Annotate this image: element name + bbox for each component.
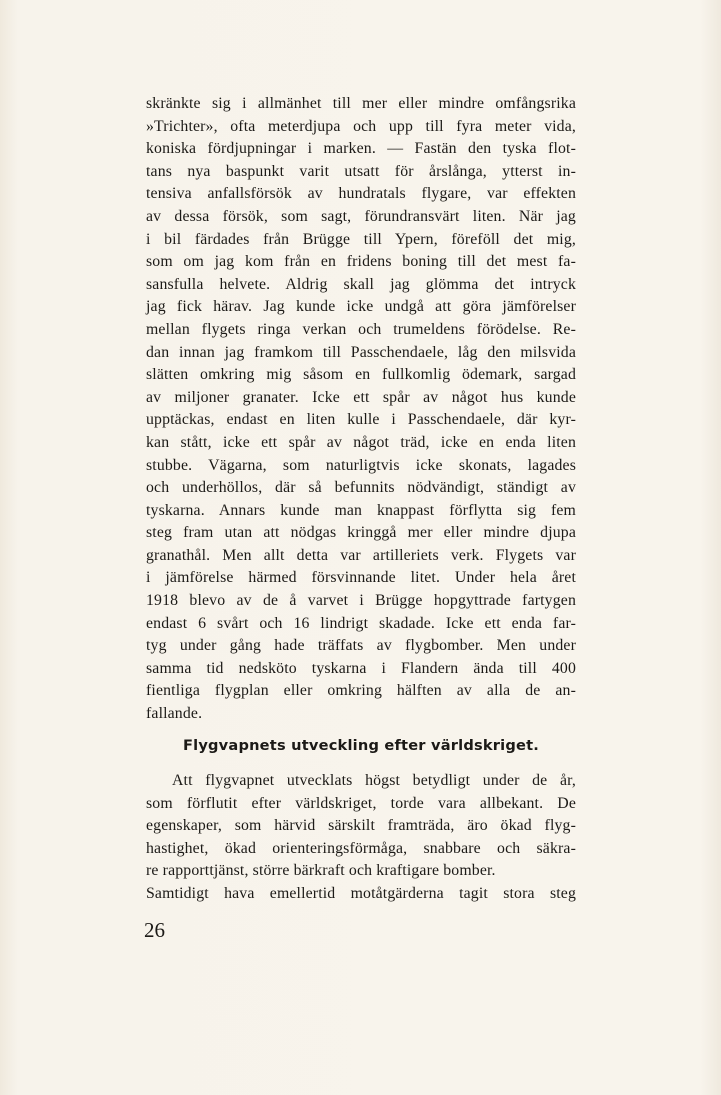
text-line: kan stått, icke ett spår av något träd, icke en enda liten [146,433,576,451]
text-line: endast 6 svårt och 16 lindrigt skadade. Icke ett enda far- [146,614,576,632]
text-line: i jämförelse härmed försvinnande litet. Under hela året [146,569,576,587]
text-line: tans nya baspunkt varit utsatt för årslånga, ytterst in- [146,162,576,180]
text-line: av dessa försök, som sagt, förundransvärt liten. När jag [146,207,576,225]
text-line: slätten omkring mig såsom en fullkomlig ödemark, sargad [146,366,576,384]
text-line: »Trichter», ofta meterdjupa och upp till fyra meter vida, [146,117,576,135]
text-line: skränkte sig i allmänhet till mer eller mindre omfångsrika [146,95,576,112]
text-line: jag fick härav. Jag kunde icke undgå att göra jämförelser [146,298,576,316]
section-heading: Flygvapnets utveckling efter världskriget. [182,737,540,754]
text-line: upptäckas, endast en liten kulle i Passchendaele, där kyr- [146,411,576,429]
text-line: stubbe. Vägarna, som naturligtvis icke skonats, lagades [146,456,576,474]
text-line: dan innan jag framkom till Passchendaele, låg den milsvida [146,343,576,361]
text-line: mellan flygets ringa verkan och trumeldens förödelse. Re- [146,320,576,338]
text-line: 1918 blevo av de å varvet i Brügge hopgyttrade fartygen [146,592,576,610]
text-line: tyskarna. Annars kunde man knappast förflytta sig fem [146,501,576,519]
text-line: och underhöllos, där så befunnits nödvändigt, ständigt av [146,479,576,497]
text-line: sansfulla helvete. Aldrig skall jag glömma det intryck [146,275,576,293]
text-line: som förflutit efter världskriget, torde vara allbekant. De [146,794,576,812]
text-line: av miljoner granater. Icke ett spår av något hus kunde [146,388,576,406]
text-line: i bil färdades från Brügge till Ypern, föreföll det mig, [146,230,576,248]
text-line: samma tid nedsköto tyskarna i Flandern ända till 400 [146,659,576,677]
text-line: tensiva anfallsförsök av hundratals flygare, var effekten [146,185,576,203]
text-line: Att flygvapnet utvecklats högst betydligt under de år, [172,772,576,789]
text-line: fallande. [146,705,203,723]
text-line: re rapporttjänst, större bärkraft och kraftigare bomber. [146,862,496,880]
text-line: Samtidigt hava emellertid motåtgärderna tagit stora steg [146,884,576,902]
text-line: egenskaper, som härvid särskilt framträda, äro ökad flyg- [146,817,576,835]
text-line: koniska fördjupningar i marken. — Fastän den tyska flot- [146,140,576,158]
body-paragraph-2 [146,770,576,906]
text-line: hastighet, ökad orienteringsförmåga, snabbare och säkra- [146,839,576,857]
text-line: fientliga flygplan eller omkring hälften av alla de an- [146,682,576,700]
page-number: 26 [144,918,165,942]
text-line: som om jag kom från en fridens boning till det mest fa- [146,253,576,271]
text-line: steg fram utan att nödgas kringgå mer eller mindre djupa [146,524,576,542]
text-line: tyg under gång hade träffats av flygbomber. Men under [146,637,576,655]
text-line: granathål. Men allt detta var artilleriets verk. Flygets var [146,546,576,564]
body-paragraph-1 [146,93,576,726]
